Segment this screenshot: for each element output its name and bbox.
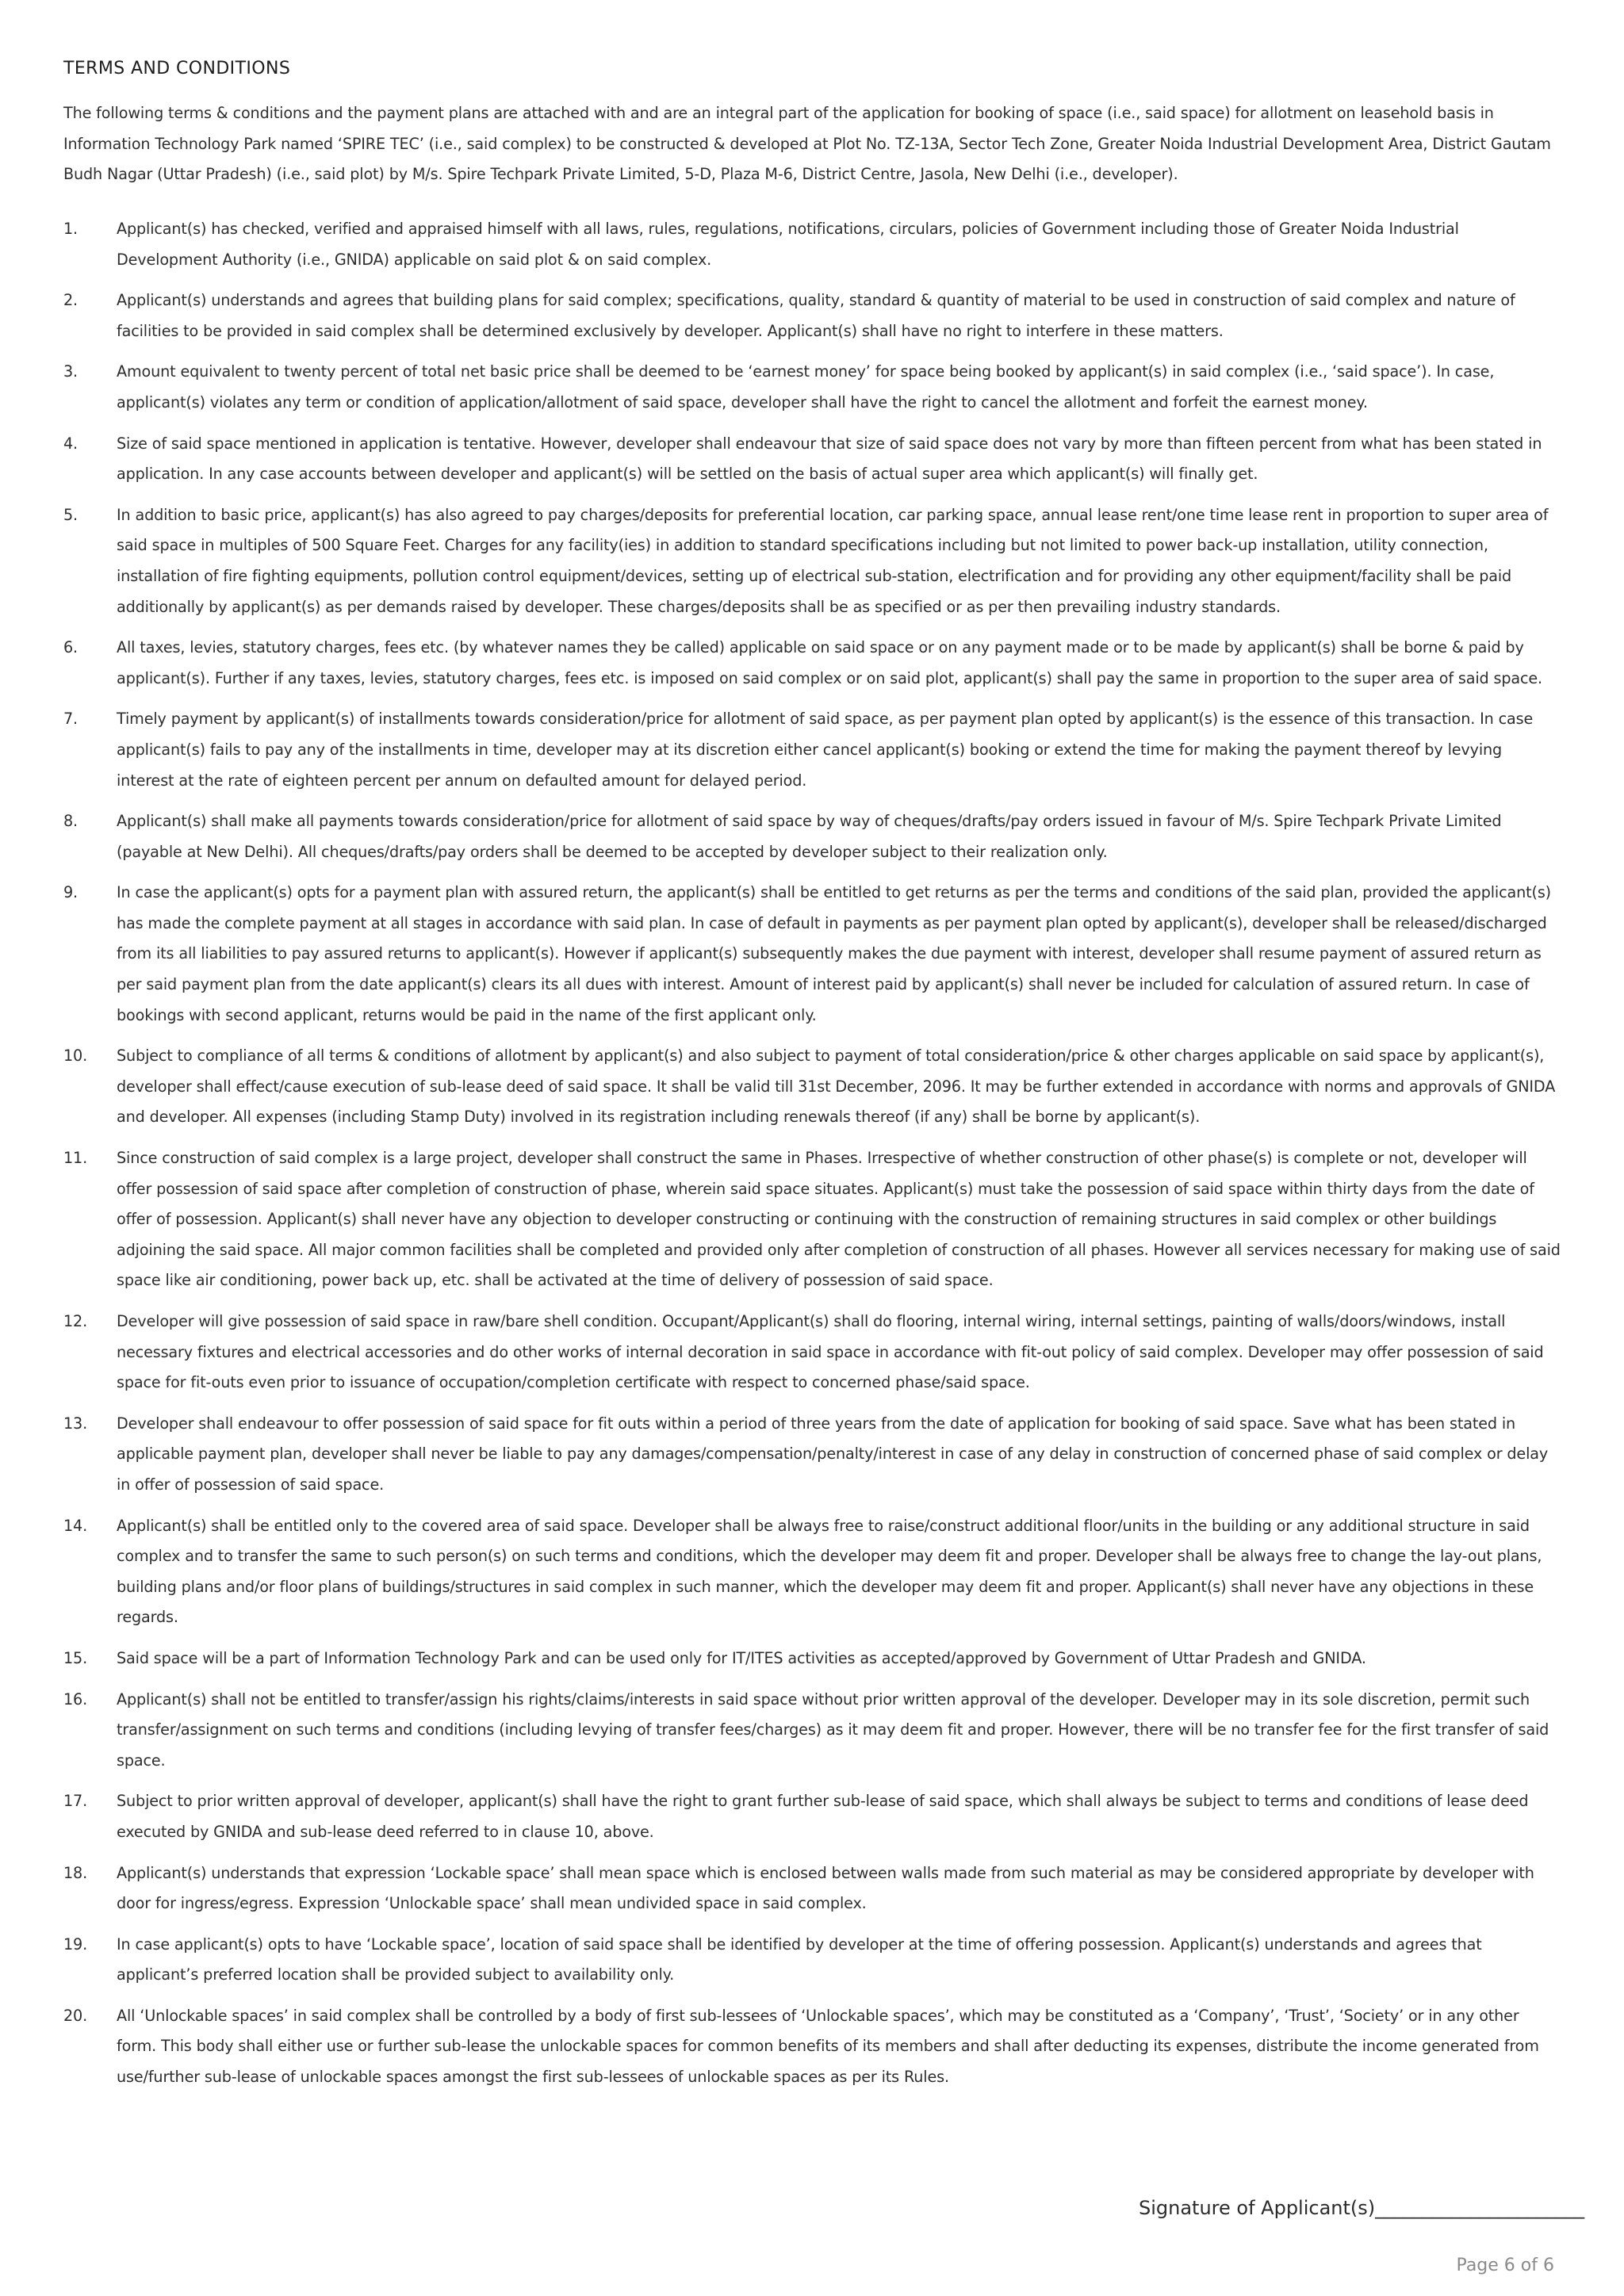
clause-item (63, 878, 1562, 1031)
page-number: Page 6 of 6 (1456, 2256, 1554, 2275)
clause-text: In case the applicant(s) opts for a payment plan with assured return, the applicant(s) shall be entitled to get returns as per the terms and conditions of the said plan, provided the applicant(s) has made the complete payment at all stages in accordance with said plan. In case of default in payments as per payment plan opted by applicant(s), developer shall be released/discharged from its all liabilities to pay assured returns to applicant(s). However if applicant(s) subsequently makes the due payment with interest, developer shall resume payment of assured return as per said payment plan from the date applicant(s) clears its all dues with interest. Amount of interest paid by applicant(s) shall never be included for calculation of assured return. In case of bookings with second applicant, returns would be paid in the name of the first applicant only. (117, 883, 1552, 1024)
clause-number: 5. (63, 505, 79, 524)
clause-text: Applicant(s) understands that expression ‘Lockable space’ shall mean space which is enclosed between walls made from such material as may be considered appropriate by developer with door for ingress/egress. Expression ‘Unlockable space’ shall mean undivided space in said complex. (117, 1863, 1534, 1913)
clause-number: 2. (63, 291, 79, 310)
clause-item (63, 633, 1562, 694)
clause-number: 3. (63, 362, 79, 381)
clause-item (63, 2001, 1562, 2093)
clause-number: 17. (63, 1792, 88, 1811)
clause-item (63, 1511, 1562, 1633)
clause-item (63, 357, 1562, 418)
clause-text: Said space will be a part of Information Technology Park and can be used only for IT/ITES activities as accepted/approved by Government of Uttar Pradesh and GNIDA. (117, 1648, 1366, 1667)
clause-item (63, 1786, 1562, 1847)
clause-item (63, 1143, 1562, 1296)
document-title: TERMS AND CONDITIONS (63, 59, 291, 78)
clause-item (63, 1644, 1562, 1674)
clause-number: 1. (63, 220, 79, 238)
clause-item (63, 704, 1562, 796)
clause-number: 18. (63, 1863, 88, 1882)
clause-text: Developer will give possession of said space in raw/bare shell condition. Occupant/Applicant(s) shall do flooring, internal wiring, internal settings, painting of walls/doors/windows, install necessary fixtures and electrical accessories and do other works of internal decoration in said space in accordance with fit-out policy of said complex. Developer may offer possession of said space for fit-outs even prior to issuance of occupation/completion certificate with respect to concerned phase/said space. (117, 1312, 1544, 1392)
clause-text: All taxes, levies, statutory charges, fees etc. (by whatever names they be called) applicable on said space or on any payment made or to be made by applicant(s) shall be borne & paid by applicant(s). Further if any taxes, levies, statutory charges, fees etc. is imposed on said complex or on said plot, applicant(s) shall pay the same in proportion to the super area of said space. (117, 638, 1543, 687)
clause-number: 15. (63, 1648, 88, 1667)
clause-item (63, 1858, 1562, 1919)
clause-text: Timely payment by applicant(s) of installments towards consideration/price for allotment of said space, as per payment plan opted by applicant(s) is the essence of this transaction. In case applicant(s) fails to pay any of the installments in time, developer may at its discretion either cancel applicant(s) booking or extend the time for making the payment thereof by levying interest at the rate of eighteen percent per annum on defaulted amount for delayed period. (117, 710, 1534, 790)
clause-text: All ‘Unlockable spaces’ in said complex shall be controlled by a body of first sub-lessees of ‘Unlockable spaces’, which may be constituted as a ‘Company’, ‘Trust’, ‘Society’ or in any other form. This body shall either use or further sub-lease the unlockable spaces for common benefits of its members and shall after deducting its expenses, distribute the income generated from use/further sub-lease of unlockable spaces amongst the first sub-lessees of unlockable spaces as per its Rules. (117, 2006, 1539, 2087)
clause-number: 6. (63, 638, 79, 657)
clause-number: 10. (63, 1047, 88, 1066)
clause-number: 7. (63, 710, 79, 729)
clause-text: Subject to compliance of all terms & conditions of allotment by applicant(s) and also subject to payment of total consideration/price & other charges applicable on said space by applicant(s), developer shall effect/cause execution of sub-lease deed of said space. It shall be valid till 31st December, 2096. It may be further extended in accordance with norms and approvals of GNIDA and developer. All expenses (including Stamp Duty) involved in its registration including renewals thereof (if any) shall be borne by applicant(s). (117, 1047, 1556, 1127)
clause-item (63, 806, 1562, 867)
clause-list (63, 214, 1562, 2103)
clause-text: Applicant(s) has checked, verified and appraised himself with all laws, rules, regulations, notifications, circulars, policies of Government including those of Greater Noida Industrial Development Authority (i.e., GNIDA) applicable on said plot & on said complex. (117, 220, 1459, 269)
clause-item (63, 1041, 1562, 1133)
clause-number: 8. (63, 812, 79, 831)
clause-text: Applicant(s) shall make all payments towards consideration/price for allotment of said space by way of cheques/drafts/pay orders issued in favour of M/s. Spire Techpark Private Limited (payable at New Delhi). All cheques/drafts/pay orders shall be deemed to be accepted by developer subject to their realization only. (117, 812, 1502, 861)
clause-item (63, 1685, 1562, 1777)
signature-line: Signature of Applicant(s)______________________ (1139, 2197, 1585, 2219)
clause-item (63, 1307, 1562, 1399)
clause-text: Since construction of said complex is a large project, developer shall construct the same in Phases. Irrespective of whether construction of other phase(s) is complete or not, developer will offer possession of said space after completion of construction of phase, wherein said space situates. Applicant(s) must take the possession of said space within thirty days from the date of offer of possession. Applicant(s) shall never have any objection to developer constructing or continuing with the construction of remaining structures in said complex or other buildings adjoining the said space. All major common facilities shall be completed and provided only after completion of construction of all phases. However all services necessary for making use of said space like air conditioning, power back up, etc. shall be activated at the time of delivery of possession of said space. (117, 1149, 1561, 1290)
clause-item (63, 214, 1562, 275)
clause-text: Subject to prior written approval of developer, applicant(s) shall have the right to grant further sub-lease of said space, which shall always be subject to terms and conditions of lease deed executed by GNIDA and sub-lease deed referred to in clause 10, above. (117, 1792, 1529, 1841)
clause-number: 4. (63, 434, 79, 453)
clause-item (63, 500, 1562, 622)
clause-number: 11. (63, 1149, 88, 1168)
clause-text: In case applicant(s) opts to have ‘Lockable space’, location of said space shall be identified by developer at the time of offering possession. Applicant(s) understands and agrees that applicant’s preferred location shall be provided subject to availability only. (117, 1934, 1482, 1984)
clause-text: Developer shall endeavour to offer possession of said space for fit outs within a period of three years from the date of application for booking of said space. Save what has been stated in applicable payment plan, developer shall never be liable to pay any damages/compensation/penalty/interest in case of any delay in construction of concerned phase of said complex or delay in offer of possession of said space. (117, 1414, 1549, 1494)
clause-text: Size of said space mentioned in application is tentative. However, developer shall endeavour that size of said space does not vary by more than fifteen percent from what has been stated in application. In any case accounts between developer and applicant(s) will be settled on the basis of actual super area which applicant(s) will finally get. (117, 434, 1542, 484)
clause-item (63, 1409, 1562, 1501)
clause-number: 20. (63, 2006, 88, 2025)
clause-item (63, 285, 1562, 346)
clause-number: 13. (63, 1414, 88, 1433)
clause-number: 19. (63, 1934, 88, 1954)
clause-item (63, 429, 1562, 490)
clause-number: 12. (63, 1312, 88, 1330)
clause-text: Applicant(s) shall be entitled only to the covered area of said space. Developer shall be always free to raise/construct additional floor/units in the building or any additional structure in said complex and to transfer the same to such person(s) on such terms and conditions, which the developer may deem fit and proper. Developer shall be always free to change the lay-out plans, building plans and/or floor plans of buildings/structures in said complex in such manner, which the developer may deem fit and proper. Applicant(s) shall never have any objections in these regards. (117, 1516, 1542, 1627)
clause-number: 14. (63, 1516, 88, 1535)
clause-text: In addition to basic price, applicant(s) has also agreed to pay charges/deposits for preferential location, car parking space, annual lease rent/one time lease rent in proportion to super area of said space in multiples of 500 Square Feet. Charges for any facility(ies) in addition to standard specifications including but not limited to power back-up installation, utility connection, installation of fire fighting equipments, pollution control equipment/devices, setting up of electrical sub-station, electrification and for providing any other equipment/facility shall be paid additionally by applicant(s) as per demands raised by developer. These charges/deposits shall be as specified or as per then prevailing industry standards. (117, 505, 1549, 616)
clause-item (63, 1930, 1562, 1991)
clause-number: 16. (63, 1689, 88, 1709)
clause-text: Applicant(s) understands and agrees that building plans for said complex; specifications, quality, standard & quantity of material to be used in construction of said complex and nature of facilities to be provided in said complex shall be determined exclusively by developer. Applicant(s) shall have no right to interfere in these matters. (117, 291, 1515, 340)
intro-paragraph: The following terms & conditions and the payment plans are attached with and are an integral part of the application for booking of space (i.e., said space) for allotment on leasehold basis in Information Technology Park named ‘SPIRE TEC’ (i.e., said complex) to be constructed & developed at Plot No. TZ-13A, Sector Tech Zone, Greater Noida Industrial Development Area, District Gautam Budh Nagar (Uttar Pradesh) (i.e., said plot) by M/s. Spire Techpark Private Limited, 5-D, Plaza M-6, District Centre, Jasola, New Delhi (i.e., developer). (63, 104, 1551, 183)
clause-number: 9. (63, 883, 79, 902)
clause-text: Amount equivalent to twenty percent of total net basic price shall be deemed to be ‘earnest money’ for space being booked by applicant(s) in said complex (i.e., ‘said space’). In case, applicant(s) violates any term or condition of application/allotment of said space, developer shall have the right to cancel the allotment and forfeit the earnest money. (117, 362, 1495, 411)
clause-text: Applicant(s) shall not be entitled to transfer/assign his rights/claims/interests in said space without prior written approval of the developer. Developer may in its sole discretion, permit such transfer/assignment on such terms and conditions (including levying of transfer fees/charges) as it may deem fit and proper. However, there will be no transfer fee for the first transfer of said space. (117, 1689, 1549, 1770)
